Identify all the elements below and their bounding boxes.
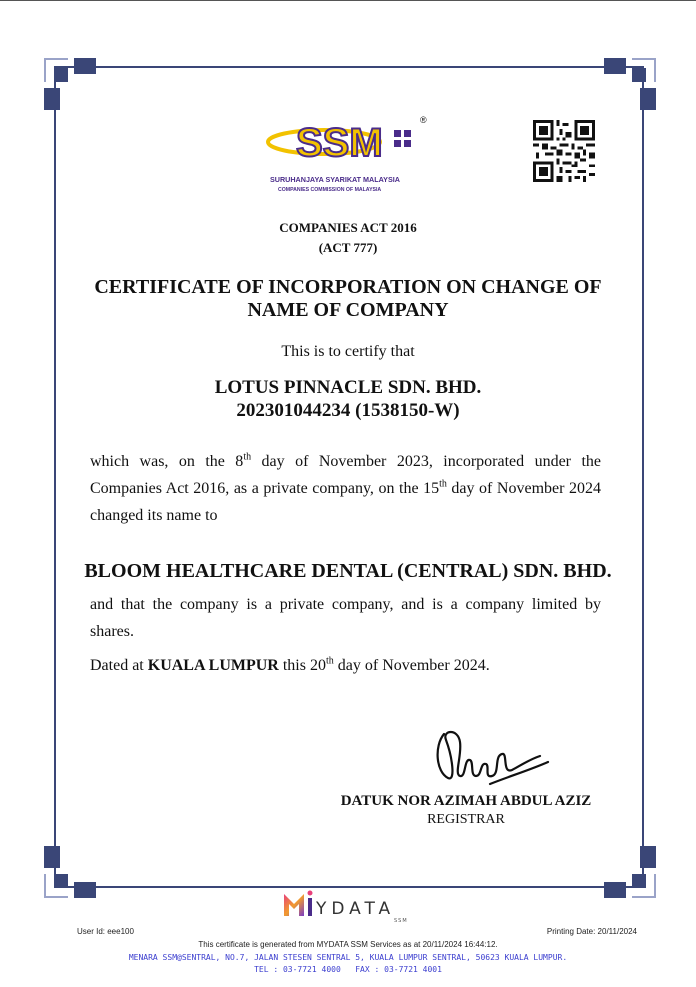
top-rule [0,0,696,1]
registrar-signature [430,726,550,792]
certify-intro: This is to certify that [281,343,415,360]
corner-ornament-bottom-left [44,844,98,898]
generated-note: This certificate is generated from MYDATA SSM Services as at 20/11/2024 16:44:12. [198,940,498,949]
former-company-name: LOTUS PINNACLE SDN. BHD. [214,377,482,398]
svg-text:SURUHANJAYA SYARIKAT MALAYSIA: SURUHANJAYA SYARIKAT MALAYSIA [270,175,400,184]
act-heading: COMPANIES ACT 2016 [279,220,417,235]
incorporation-paragraph [90,448,601,529]
office-contact: TEL : 03-7721 4000 FAX : 03-7721 4001 [254,965,442,974]
dated-place: KUALA LUMPUR [147,657,279,674]
svg-text:SSM: SSM [394,918,408,924]
new-company-name: BLOOM HEALTHCARE DENTAL (CENTRAL) SDN. BHD. [84,560,612,582]
company-type-paragraph [90,591,601,645]
user-id: User Id: eee100 [77,927,134,936]
svg-text:COMPANIES COMMISSION OF MALAYS: COMPANIES COMMISSION OF MALAYSIA [278,187,382,193]
signer-role: REGISTRAR [427,812,505,827]
printing-date: Printing Date: 20/11/2024 [546,927,637,936]
certificate-title-line-2: NAME OF COMPANY [247,299,449,321]
office-address: MENARA SSM@SENTRAL, NO.7, JALAN STESEN SENTRAL 5, KUALA LUMPUR SENTRAL, 50623 KUALA LUMPUR. [128,953,568,962]
act-number: (ACT 777) [318,240,378,255]
dated-line: Dated at KUALA LUMPUR this 20th day of November 2024. [90,655,490,674]
svg-text:SSM: SSM [296,121,383,165]
paragraph-line: and that the company is a private company, and is a company limited by [90,596,601,613]
mydata-ssm-logo [282,886,422,924]
certificate-title [80,276,616,322]
paragraph-line: Companies Act 2016, as a private company, on the 15th day of November 2024 [90,478,601,497]
ssm-logo [262,114,432,194]
corner-ornament-bottom-right [602,844,656,898]
svg-text:®: ® [420,115,427,125]
qr-code [533,120,595,182]
svg-text:YDATA: YDATA [316,899,396,919]
corner-ornament-top-left [44,58,98,112]
company-registration-number: 202301044234 (1538150-W) [236,400,460,421]
signer-name: DATUK NOR AZIMAH ABDUL AZIZ [340,793,592,809]
certificate-title-line-1: CERTIFICATE OF INCORPORATION ON CHANGE OF [94,276,602,298]
paragraph-line: shares. [90,623,134,640]
corner-ornament-top-right [602,58,656,112]
paragraph-line: changed its name to [90,507,218,524]
paragraph-line: which was, on the 8th day of November 2023, incorporated under the [90,451,601,470]
